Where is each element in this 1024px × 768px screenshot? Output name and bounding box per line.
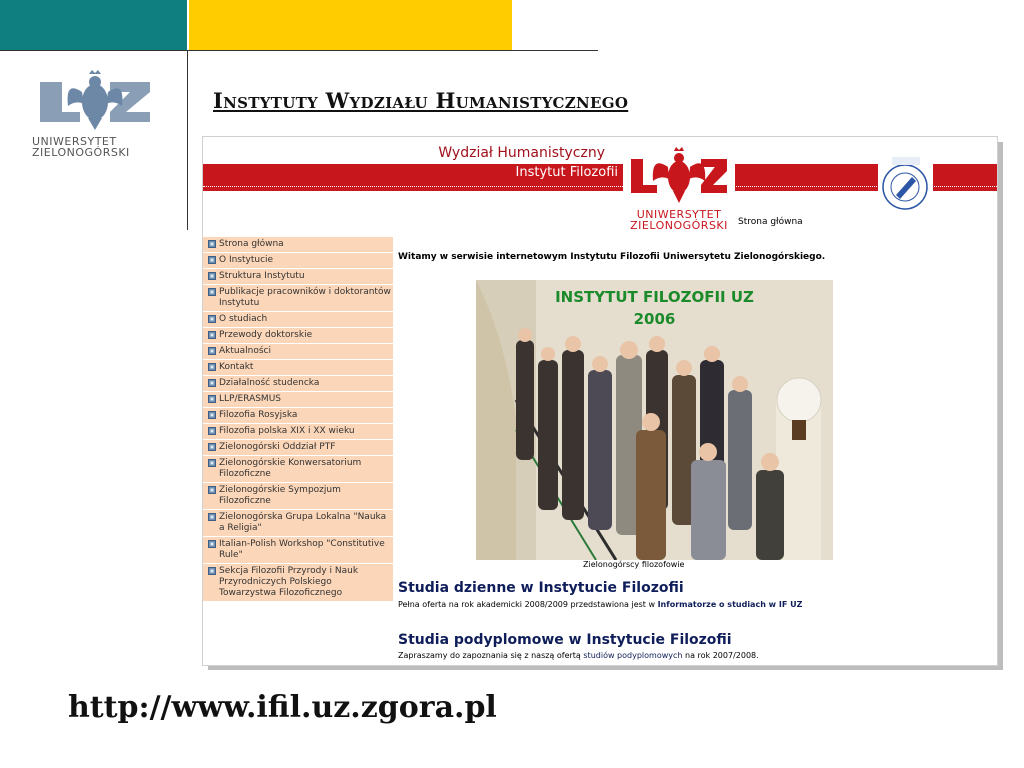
logo-text-line1: UNIWERSYTET (32, 135, 117, 148)
studia-podyplomowe-before: Zapraszamy do zapoznania się z naszą ofertą (398, 651, 581, 660)
bullet-icon (208, 240, 216, 248)
photo-title-line2: 2006 (633, 310, 676, 328)
header-divider-line (0, 50, 598, 51)
header-home-link[interactable]: Strona główna (738, 217, 803, 227)
studia-dzienne-body: Pełna oferta na rok akademicki 2008/2009 przedstawiona jest w (398, 600, 656, 609)
teal-corner-bar (0, 0, 187, 50)
sidebar-item[interactable] (203, 360, 393, 376)
sidebar-item[interactable] (203, 510, 393, 537)
sidebar-item[interactable] (203, 456, 393, 483)
bullet-icon (208, 443, 216, 451)
sidebar-item[interactable] (203, 483, 393, 510)
sidebar-item[interactable] (203, 440, 393, 456)
sidebar-item-label: Publikacje pracowników i doktorantów Instytutu (219, 287, 391, 308)
welcome-text: Witamy w serwisie internetowym Instytutu Filozofii Uniwersytetu Zielonogórskiego. (398, 252, 826, 262)
studia-dzienne-text (398, 600, 802, 609)
bullet-icon (208, 272, 216, 280)
sidebar-item-label: Aktualności (219, 346, 271, 356)
red-eagle-icon (623, 141, 735, 209)
bullet-icon (208, 540, 216, 548)
bullet-icon (208, 315, 216, 323)
site-logo-line1: UNIWERSYTET (636, 208, 722, 221)
sidebar-item[interactable] (203, 253, 393, 269)
photo-title-line1: INSTYTUT FILOZOFII UZ (555, 288, 754, 306)
sidebar-item-label: Zielonogórskie Konwersatorium Filozoficzne (219, 458, 362, 479)
sidebar-item-label: Sekcja Filozofii Przyrody i Nauk Przyrodniczych Polskiego Towarzystwa Filozoficznego (219, 566, 359, 598)
sidebar-menu (203, 237, 393, 602)
sidebar-item-label: Strona główna (219, 239, 284, 249)
bullet-icon (208, 567, 216, 575)
studia-dzienne-heading[interactable]: Studia dzienne w Instytucie Filozofii (398, 580, 684, 596)
sidebar-item-label: Italian-Polish Workshop "Constitutive Rule" (219, 539, 385, 560)
studia-podyplomowe-link[interactable]: studiów podyplomowych (583, 651, 683, 660)
sidebar-item-label: Zielonogórski Oddział PTF (219, 442, 336, 452)
sidebar-item-label: LLP/ERASMUS (219, 394, 281, 404)
site-faculty-title: Wydział Humanistyczny (438, 145, 605, 161)
studia-podyplomowe-after: na rok 2007/2008. (685, 651, 759, 660)
sidebar-item-label: Filozofia polska XIX i XX wieku (219, 426, 355, 436)
sidebar-item[interactable] (203, 328, 393, 344)
sidebar-item[interactable] (203, 376, 393, 392)
bullet-icon (208, 427, 216, 435)
sidebar-item-label: O Instytucie (219, 255, 274, 265)
site-url[interactable]: http://www.ifil.uz.zgora.pl (68, 690, 497, 725)
slide-title: Instytuty Wydziału Humanistycznego (213, 88, 629, 113)
photo-caption: Zielonogórscy filozofowie (583, 560, 685, 569)
sidebar-item-label: Struktura Instytutu (219, 271, 305, 281)
site-institute-title: Instytut Filozofii (515, 165, 618, 180)
bullet-icon (208, 411, 216, 419)
site-logo-line2: ZIELONOGÓRSKI (630, 219, 728, 232)
sidebar-item-label: Kontakt (219, 362, 254, 372)
eagle-emblem-icon (40, 70, 150, 132)
bullet-icon (208, 363, 216, 371)
bullet-icon (208, 256, 216, 264)
sidebar-item[interactable] (203, 408, 393, 424)
university-logo (32, 70, 157, 158)
committee-seal-icon[interactable] (878, 153, 933, 213)
informator-link[interactable]: Informatorze o studiach w IF UZ (657, 600, 803, 609)
sidebar-item[interactable] (203, 312, 393, 328)
bullet-icon (208, 486, 216, 494)
bullet-icon (208, 288, 216, 296)
bullet-icon (208, 395, 216, 403)
sidebar-item-label: Filozofia Rosyjska (219, 410, 298, 420)
bullet-icon (208, 513, 216, 521)
sidebar-item[interactable] (203, 237, 393, 253)
sidebar-item[interactable] (203, 344, 393, 360)
sidebar-item[interactable] (203, 564, 393, 602)
site-logo[interactable] (623, 141, 735, 241)
side-divider-line (187, 50, 188, 230)
bullet-icon (208, 379, 216, 387)
sidebar-item[interactable] (203, 285, 393, 312)
sidebar-item-label: Zielonogórskie Sympozjum Filozoficzne (219, 485, 341, 506)
sidebar-item[interactable] (203, 269, 393, 285)
studia-podyplomowe-heading[interactable]: Studia podyplomowe w Instytucie Filozofii (398, 632, 732, 648)
logo-text-line2: ZIELONOGÓRSKI (32, 146, 130, 159)
yellow-header-bar (189, 0, 512, 50)
website-screenshot (202, 136, 998, 666)
group-photo (476, 280, 833, 560)
sidebar-item[interactable] (203, 392, 393, 408)
sidebar-item[interactable] (203, 424, 393, 440)
sidebar-item-label: Działalność studencka (219, 378, 320, 388)
sidebar-item-label: Zielonogórska Grupa Lokalna "Nauka a Religia" (219, 512, 387, 533)
sidebar-empty-area (203, 602, 393, 665)
bullet-icon (208, 459, 216, 467)
bullet-icon (208, 347, 216, 355)
studia-podyplomowe-text (398, 651, 759, 660)
sidebar-item-label: O studiach (219, 314, 268, 324)
sidebar-item[interactable] (203, 537, 393, 564)
bullet-icon (208, 331, 216, 339)
sidebar-item-label: Przewody doktorskie (219, 330, 313, 340)
